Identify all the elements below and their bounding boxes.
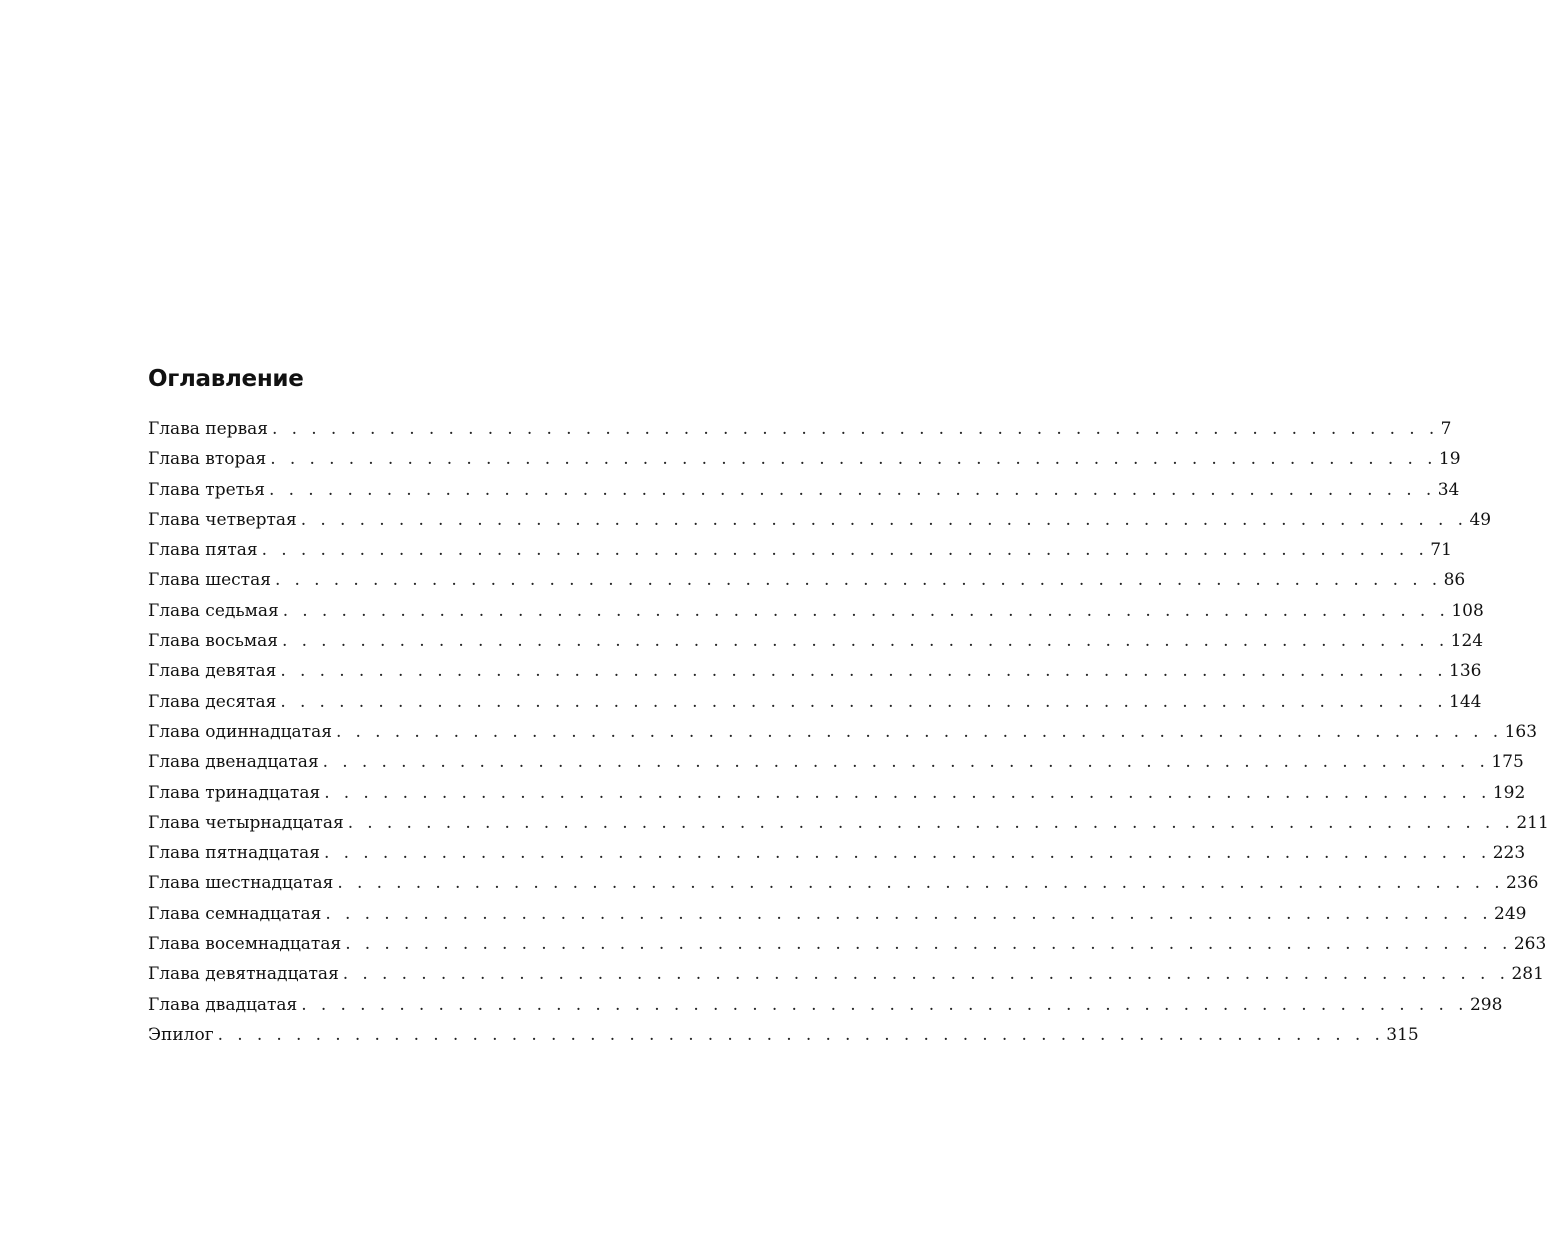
toc-entry-label: Глава девятнадцатая xyxy=(148,964,339,985)
toc-entry-label: Глава семнадцатая xyxy=(148,903,322,924)
toc-dot-leader: . . . . . . . . . . . . . . . . . . . . . . . . . . . . . . . . . . . . . . . . . . . . . . . . . . . . . . . . . . . . xyxy=(324,843,1491,864)
toc-entry[interactable] xyxy=(148,687,1482,717)
toc-entry-label: Глава шестая xyxy=(148,570,271,591)
toc-entry-page-number: 175 xyxy=(1491,752,1524,773)
toc-title: Оглавление xyxy=(148,366,304,392)
toc-entry-page-number: 49 xyxy=(1469,509,1492,530)
toc-entry[interactable] xyxy=(148,535,1452,565)
toc-dot-leader: . . . . . . . . . . . . . . . . . . . . . . . . . . . . . . . . . . . . . . . . . . . . . . . . . . . . . . . . . . . . xyxy=(347,812,1515,833)
toc-entry-page-number: 281 xyxy=(1511,964,1544,985)
toc-entry-label: Глава десятая xyxy=(148,691,277,712)
toc-entry-label: Глава четырнадцатая xyxy=(148,812,344,833)
toc-entry[interactable] xyxy=(148,656,1482,686)
toc-entry-label: Глава двенадцатая xyxy=(148,752,319,773)
toc-dot-leader: . . . . . . . . . . . . . . . . . . . . . . . . . . . . . . . . . . . . . . . . . . . . . . . . . . . . . . . . . . . . xyxy=(335,721,1503,742)
toc-entry-page-number: 211 xyxy=(1516,812,1549,833)
toc-entry-page-number: 34 xyxy=(1437,479,1460,500)
toc-dot-leader: . . . . . . . . . . . . . . . . . . . . . . . . . . . . . . . . . . . . . . . . . . . . . . . . . . . . . . . . . . . . xyxy=(270,449,1437,470)
toc-entry-page-number: 108 xyxy=(1451,600,1484,621)
toc-entry-page-number: 71 xyxy=(1430,540,1452,561)
toc-entry-label: Глава девятая xyxy=(148,661,277,682)
toc-entry[interactable] xyxy=(148,565,1466,595)
toc-entry-label: Глава шестнадцатая xyxy=(148,873,334,894)
toc-entry-label: Глава двадцатая xyxy=(148,994,298,1015)
toc-entry-page-number: 236 xyxy=(1506,873,1539,894)
toc-dot-leader: . . . . . . . . . . . . . . . . . . . . . . . . . . . . . . . . . . . . . . . . . . . . . . . . . . . . . . . . . . . . xyxy=(269,479,1436,500)
toc-entry[interactable] xyxy=(148,414,1452,444)
toc-entry-page-number: 298 xyxy=(1469,994,1503,1015)
toc-entry-page-number: 136 xyxy=(1449,661,1482,682)
toc-dot-leader: . . . . . . . . . . . . . . . . . . . . . . . . . . . . . . . . . . . . . . . . . . . . . . . . . . . . . . . . . . . . xyxy=(301,994,1468,1015)
toc-entry-label: Глава седьмая xyxy=(148,600,279,621)
toc-entry-page-number: 192 xyxy=(1492,782,1526,803)
toc-entry[interactable] xyxy=(148,626,1484,656)
toc-dot-leader: . . . . . . . . . . . . . . . . . . . . . . . . . . . . . . . . . . . . . . . . . . . . . . . . . . . . . . . . . . . . xyxy=(261,540,1429,561)
toc-entry-label: Глава восьмая xyxy=(148,631,278,652)
toc-entry[interactable] xyxy=(148,444,1461,474)
toc-entry[interactable] xyxy=(148,778,1526,808)
toc-entry-label: Глава вторая xyxy=(148,449,267,470)
toc-dot-leader: . . . . . . . . . . . . . . . . . . . . . . . . . . . . . . . . . . . . . . . . . . . . . . . . . . . . . . . . . . . . xyxy=(325,903,1493,924)
toc-dot-leader: . . . . . . . . . . . . . . . . . . . . . . . . . . . . . . . . . . . . . . . . . . . . . . . . . . . . . . . . . . . . xyxy=(322,752,1490,773)
toc-entry-page-number: 263 xyxy=(1513,934,1547,955)
toc-dot-leader: . . . . . . . . . . . . . . . . . . . . . . . . . . . . . . . . . . . . . . . . . . . . . . . . . . . . . . . . . . . . xyxy=(337,873,1505,894)
toc-entry-label: Глава тринадцатая xyxy=(148,782,321,803)
toc-entry[interactable] xyxy=(148,959,1544,989)
toc-entry-page-number: 249 xyxy=(1494,903,1527,924)
toc-entry-page-number: 86 xyxy=(1443,570,1466,591)
toc-dot-leader: . . . . . . . . . . . . . . . . . . . . . . . . . . . . . . . . . . . . . . . . . . . . . . . . . . . . . . . . . . . . xyxy=(282,600,1450,621)
toc-entry-page-number: 124 xyxy=(1450,631,1484,652)
toc-entry-label: Глава восемнадцатая xyxy=(148,934,342,955)
toc-entry-page-number: 315 xyxy=(1386,1024,1419,1045)
toc-entry[interactable] xyxy=(148,596,1484,626)
toc-entry-page-number: 7 xyxy=(1440,419,1452,439)
toc-entry-page-number: 19 xyxy=(1438,449,1461,470)
toc-entry[interactable] xyxy=(148,475,1460,505)
toc-dot-leader: . . . . . . . . . . . . . . . . . . . . . . . . . . . . . . . . . . . . . . . . . . . . . . . . . . . . . . . . . . . . xyxy=(274,570,1442,591)
toc-entry[interactable] xyxy=(148,990,1503,1020)
toc-dot-leader: . . . . . . . . . . . . . . . . . . . . . . . . . . . . . . . . . . . . . . . . . . . . . . . . . . . . . . . . . . . . xyxy=(281,631,1449,652)
toc-entry[interactable] xyxy=(148,808,1549,838)
toc-entry[interactable] xyxy=(148,929,1547,959)
toc-list xyxy=(148,414,1549,1050)
toc-entry-label: Глава одиннадцатая xyxy=(148,721,332,742)
toc-entry-label: Глава пятая xyxy=(148,540,258,561)
toc-dot-leader: . . . . . . . . . . . . . . . . . . . . . . . . . . . . . . . . . . . . . . . . . . . . . . . . . . . . . . . . . . . . xyxy=(280,661,1448,682)
toc-entry-label: Глава первая xyxy=(148,419,269,439)
toc-entry-label: Эпилог xyxy=(148,1024,214,1045)
toc-entry-label: Глава третья xyxy=(148,479,266,500)
toc-entry[interactable] xyxy=(148,747,1524,777)
toc-entry[interactable] xyxy=(148,1020,1419,1050)
toc-dot-leader: . . . . . . . . . . . . . . . . . . . . . . . . . . . . . . . . . . . . . . . . . . . . . . . . . . . . . . . . . . . . xyxy=(342,964,1510,985)
toc-entry-label: Глава четвертая xyxy=(148,509,297,530)
toc-entry[interactable] xyxy=(148,505,1492,535)
toc-entry[interactable] xyxy=(148,868,1539,898)
toc-entry-page-number: 144 xyxy=(1449,691,1482,712)
toc-dot-leader: . . . . . . . . . . . . . . . . . . . . . . . . . . . . . . . . . . . . . . . . . . . . . . . . . . . . . . . . . . . . xyxy=(280,691,1447,712)
toc-entry[interactable] xyxy=(148,717,1538,747)
toc-dot-leader: . . . . . . . . . . . . . . . . . . . . . . . . . . . . . . . . . . . . . . . . . . . . . . . . . . . . . . . . . . . . xyxy=(300,509,1468,530)
table-of-contents xyxy=(148,362,1549,1045)
toc-entry-page-number: 163 xyxy=(1504,721,1538,742)
toc-entry[interactable] xyxy=(148,838,1526,868)
toc-dot-leader: . . . . . . . . . . . . . . . . . . . . . . . . . . . . . . . . . . . . . . . . . . . . . . . . . . . . . . . . . . . . xyxy=(217,1024,1385,1045)
toc-entry[interactable] xyxy=(148,899,1527,929)
toc-entry-label: Глава пятнадцатая xyxy=(148,843,321,864)
toc-dot-leader: . . . . . . . . . . . . . . . . . . . . . . . . . . . . . . . . . . . . . . . . . . . . . . . . . . . . . . . . . . . . xyxy=(324,782,1491,803)
toc-entry-page-number: 223 xyxy=(1492,843,1526,864)
toc-dot-leader: . . . . . . . . . . . . . . . . . . . . . . . . . . . . . . . . . . . . . . . . . . . . . . . . . . . . . . . . . . . . xyxy=(272,419,1439,439)
toc-dot-leader: . . . . . . . . . . . . . . . . . . . . . . . . . . . . . . . . . . . . . . . . . . . . . . . . . . . . . . . . . . . . xyxy=(345,934,1512,955)
